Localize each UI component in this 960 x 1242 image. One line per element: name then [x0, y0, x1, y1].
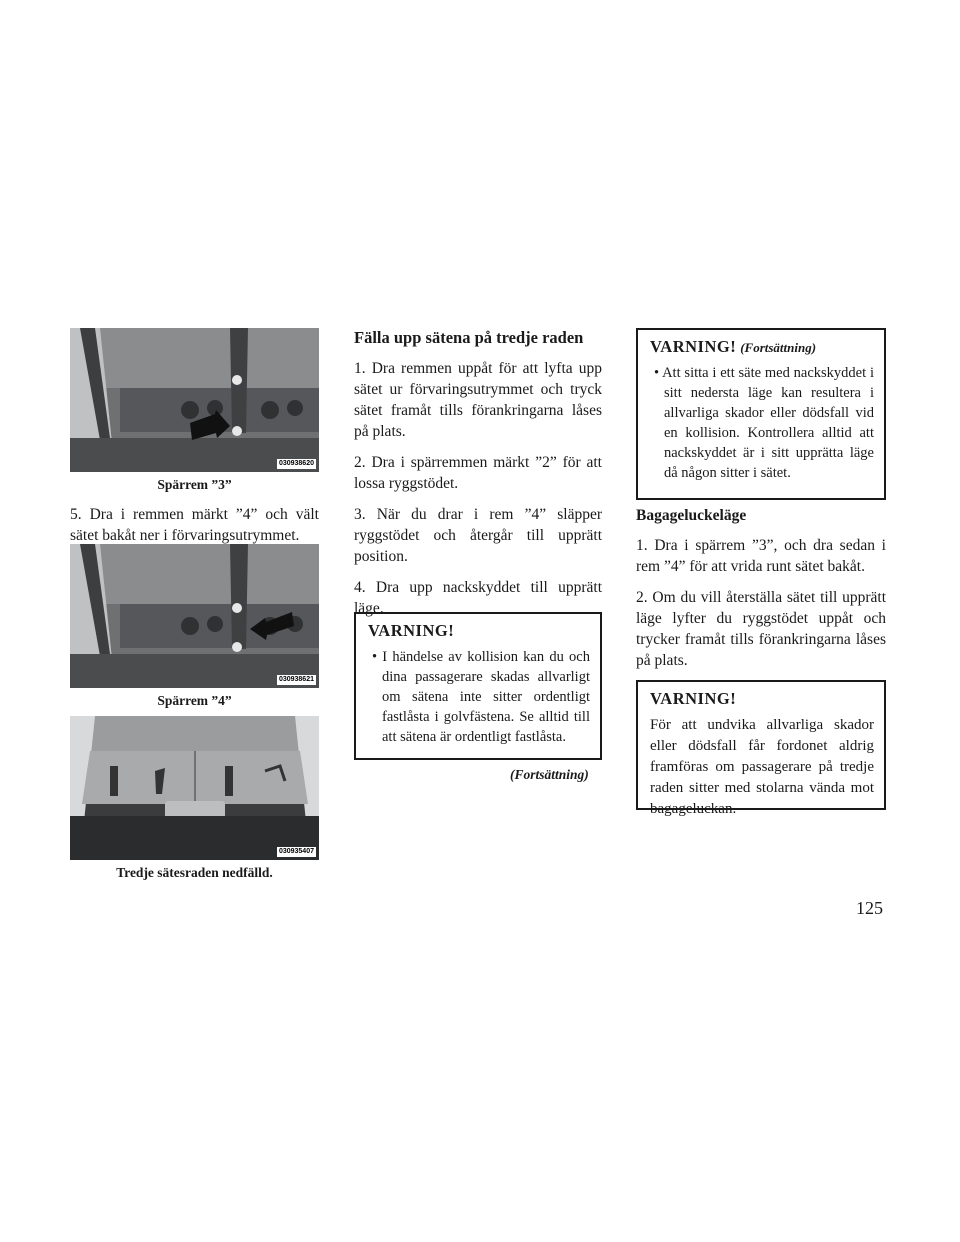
seat-latch-strap-photo — [70, 544, 319, 688]
folded-seats-photo — [70, 716, 319, 860]
right-column — [636, 507, 886, 671]
figure-folded-seats — [70, 716, 319, 881]
figure-code: 030938620 — [278, 460, 314, 467]
figure-latch-3 — [70, 328, 319, 493]
figure-code: 030935407 — [278, 848, 314, 855]
section-heading: Fälla upp sätena på tredje raden — [354, 328, 584, 347]
step-text: 2. Om du vill återställa sätet till upprätt läge lyfter du ryggstödet uppåt och trycker framåt tills förankringarna låses på plats. — [636, 589, 886, 669]
warning-bullet: • Att sitta i ett säte med nackskyddet i sitt nedersta läge kan resultera i allvarliga skador eller dödsfall vid en kollision. Kontrollera alltid att nackskyddet är i sitt upprätta läge då någon sitter i sätet. — [654, 365, 874, 481]
figure-latch-4 — [70, 544, 319, 709]
step-text: 4. Dra upp nackskyddet till upprätt läge. — [354, 579, 602, 617]
warning-box — [354, 612, 602, 760]
step-text: 1. Dra remmen uppåt för att lyfta upp sätet ur förvaringsutrymmet och tryck sätet framåt tills förankringarna låses på plats. — [354, 360, 602, 440]
seat-latch-strap-photo — [70, 328, 319, 472]
step-text: 2. Dra i spärremmen märkt ”2” för att lossa ryggstödet. — [354, 454, 602, 492]
step-text: 3. När du drar i rem ”4” släpper ryggstödet och återgår till upprätt position. — [354, 506, 602, 565]
warning-box — [636, 680, 886, 817]
figure-caption: Spärrem ”3” — [157, 477, 232, 492]
warning-bullet: • I händelse av kollision kan du och dina passagerare skadas allvarligt om sätena inte sitter ordentligt fastlåsta i golvfästena. Se alltid till att sätena är ordentligt fastlåsta. — [372, 649, 590, 745]
figure-code: 030938621 — [278, 676, 314, 683]
warning-box-continued — [636, 328, 886, 500]
page-number: 125 — [856, 898, 883, 918]
warning-title: VARNING! — [368, 621, 455, 640]
continued-label: (Fortsättning) — [740, 340, 817, 355]
step-text: 1. Dra i spärrem ”3”, och dra sedan i rem ”4” för att vrida runt sätet bakåt. — [636, 537, 886, 575]
continued-note: (Fortsättning) — [510, 767, 589, 782]
warning-text: För att undvika allvarliga skador eller dödsfall får fordonet aldrig framföras om passagerare på tredje raden sitter med stolarna vända mot bagageluckan. — [650, 717, 874, 817]
figure-caption: Spärrem ”4” — [157, 693, 232, 708]
middle-column — [354, 328, 602, 619]
warning-title: VARNING! — [650, 689, 737, 708]
figure-caption: Tredje sätesraden nedfälld. — [116, 865, 273, 880]
section-heading: Bagageluckeläge — [636, 507, 747, 524]
step-5-text: 5. Dra i remmen märkt ”4” och vält sätet bakåt ner i förvaringsutrymmet. — [70, 506, 319, 544]
warning-title: VARNING! (Fortsättning) — [650, 337, 817, 356]
